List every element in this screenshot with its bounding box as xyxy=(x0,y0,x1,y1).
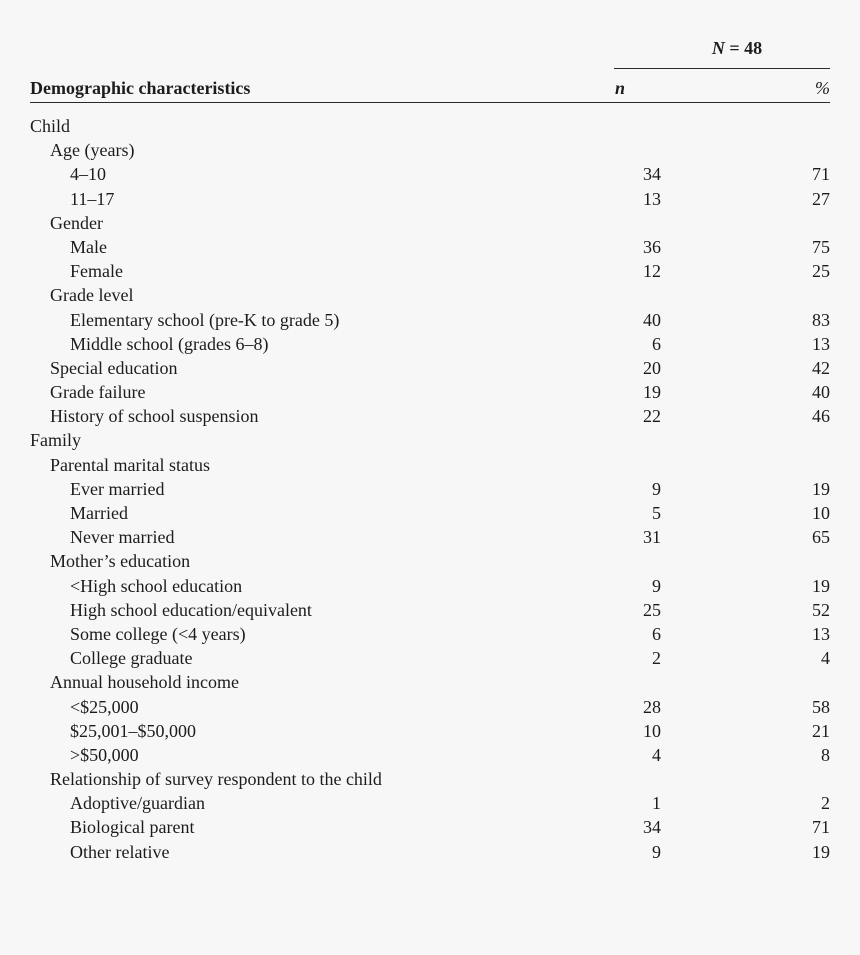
table-row xyxy=(30,791,830,815)
row-percent-value: 75 xyxy=(812,236,830,257)
table-row xyxy=(30,743,830,767)
row-n-value: 2 xyxy=(652,648,661,669)
row-percent-value: 21 xyxy=(812,720,830,741)
header-label: Demographic characteristics xyxy=(30,78,251,98)
table-row xyxy=(30,356,830,380)
row-n-value: 34 xyxy=(643,164,661,185)
row-percent-value: 46 xyxy=(812,406,830,427)
table-row xyxy=(30,646,830,670)
row-n-value: 34 xyxy=(643,817,661,838)
row-n-value: 1 xyxy=(652,793,661,814)
row-percent-value: 65 xyxy=(812,527,830,548)
row-label: Elementary school (pre-K to grade 5) xyxy=(70,309,340,330)
table-row xyxy=(30,162,830,186)
row-n-value: 40 xyxy=(643,309,661,330)
sample-size-value: = 48 xyxy=(724,38,763,58)
header-top-rule xyxy=(614,68,830,69)
table-row xyxy=(30,211,830,235)
row-percent-value: 25 xyxy=(812,261,830,282)
row-label: Middle school (grades 6–8) xyxy=(70,333,269,354)
row-label: Gender xyxy=(50,212,103,233)
row-n-value: 10 xyxy=(643,720,661,741)
table-row xyxy=(30,767,830,791)
header-bottom-rule xyxy=(30,102,830,103)
row-n-value: 13 xyxy=(643,188,661,209)
row-label: Mother’s education xyxy=(50,551,191,572)
row-label: Married xyxy=(70,503,128,523)
header-percent: % xyxy=(815,78,830,98)
row-percent-value: 71 xyxy=(812,817,830,838)
row-label: <$25,000 xyxy=(70,696,139,717)
table-row xyxy=(30,815,830,839)
table-row xyxy=(30,477,830,501)
table-row xyxy=(30,670,830,694)
row-label: Male xyxy=(70,236,107,257)
table-body xyxy=(30,114,830,864)
row-percent-value: 2 xyxy=(821,793,830,814)
row-percent-value: 52 xyxy=(812,599,830,620)
row-label: Biological parent xyxy=(70,817,195,838)
row-percent-value: 10 xyxy=(812,503,830,523)
row-n-value: 20 xyxy=(643,357,661,378)
row-percent-value: 71 xyxy=(812,164,830,185)
table-row xyxy=(30,114,830,138)
row-label: College graduate xyxy=(70,648,193,669)
row-label: Annual household income xyxy=(50,672,239,693)
row-label: 11–17 xyxy=(70,188,115,209)
table-row xyxy=(30,525,830,549)
row-percent-value: 19 xyxy=(812,478,830,499)
row-label: Other relative xyxy=(70,841,170,862)
table-row xyxy=(30,187,830,211)
table-row xyxy=(30,840,830,864)
row-percent-value: 40 xyxy=(812,382,830,403)
row-label: Family xyxy=(30,430,82,451)
row-percent-value: 83 xyxy=(812,309,830,330)
row-percent-value: 27 xyxy=(812,188,830,209)
row-n-value: 25 xyxy=(643,599,661,620)
table-row xyxy=(30,283,830,307)
row-percent-value: 19 xyxy=(812,575,830,596)
table-row xyxy=(30,332,830,356)
table-row xyxy=(30,501,830,525)
row-n-value: 6 xyxy=(652,333,661,354)
row-label: History of school suspension xyxy=(50,406,259,427)
row-label: Female xyxy=(70,261,123,282)
table-row xyxy=(30,549,830,573)
table-row xyxy=(30,574,830,598)
row-n-value: 22 xyxy=(643,406,661,427)
row-label: >$50,000 xyxy=(70,744,139,765)
row-n-value: 5 xyxy=(652,503,661,523)
table-row xyxy=(30,259,830,283)
table-row xyxy=(30,428,830,452)
table-row xyxy=(30,453,830,477)
row-label: Adoptive/guardian xyxy=(70,793,205,814)
row-label: Age (years) xyxy=(50,140,135,161)
table-row xyxy=(30,235,830,259)
row-n-value: 36 xyxy=(643,236,661,257)
row-percent-value: 58 xyxy=(812,696,830,717)
row-label: Never married xyxy=(70,527,175,548)
row-label: Grade failure xyxy=(50,382,146,403)
table-row xyxy=(30,622,830,646)
row-n-value: 9 xyxy=(652,478,661,499)
row-label: 4–10 xyxy=(70,164,106,185)
row-label: Some college (<4 years) xyxy=(70,623,246,644)
row-label: Child xyxy=(30,116,71,136)
row-n-value: 6 xyxy=(652,623,661,644)
row-n-value: 28 xyxy=(643,696,661,717)
header-n: n xyxy=(614,78,625,98)
table-row xyxy=(30,598,830,622)
row-percent-value: 42 xyxy=(812,357,830,378)
row-percent-value: 19 xyxy=(812,841,830,862)
row-label: Special education xyxy=(50,357,178,378)
row-percent-value: 4 xyxy=(821,648,830,669)
row-n-value: 19 xyxy=(643,382,661,403)
row-label: Parental marital status xyxy=(50,454,210,475)
table-row xyxy=(30,695,830,719)
row-label: Grade level xyxy=(50,285,134,306)
row-label: High school education/equivalent xyxy=(70,599,312,620)
row-label: Relationship of survey respondent to the child xyxy=(50,769,382,790)
row-label: Ever married xyxy=(70,478,165,499)
table-header-row xyxy=(30,78,830,98)
sample-size-header xyxy=(644,38,830,58)
row-n-value: 4 xyxy=(652,744,661,765)
row-label: <High school education xyxy=(70,575,243,596)
table-row xyxy=(30,308,830,332)
row-n-value: 12 xyxy=(643,261,661,282)
table-row xyxy=(30,404,830,428)
row-n-value: 9 xyxy=(652,841,661,862)
row-label: $25,001–$50,000 xyxy=(70,720,196,741)
row-n-value: 9 xyxy=(652,575,661,596)
row-percent-value: 8 xyxy=(821,744,830,765)
row-percent-value: 13 xyxy=(812,333,830,354)
row-n-value: 31 xyxy=(643,527,661,548)
table-row xyxy=(30,380,830,404)
table-row xyxy=(30,719,830,743)
table-row xyxy=(30,138,830,162)
row-percent-value: 13 xyxy=(812,623,830,644)
sample-size-symbol: N xyxy=(711,38,725,58)
